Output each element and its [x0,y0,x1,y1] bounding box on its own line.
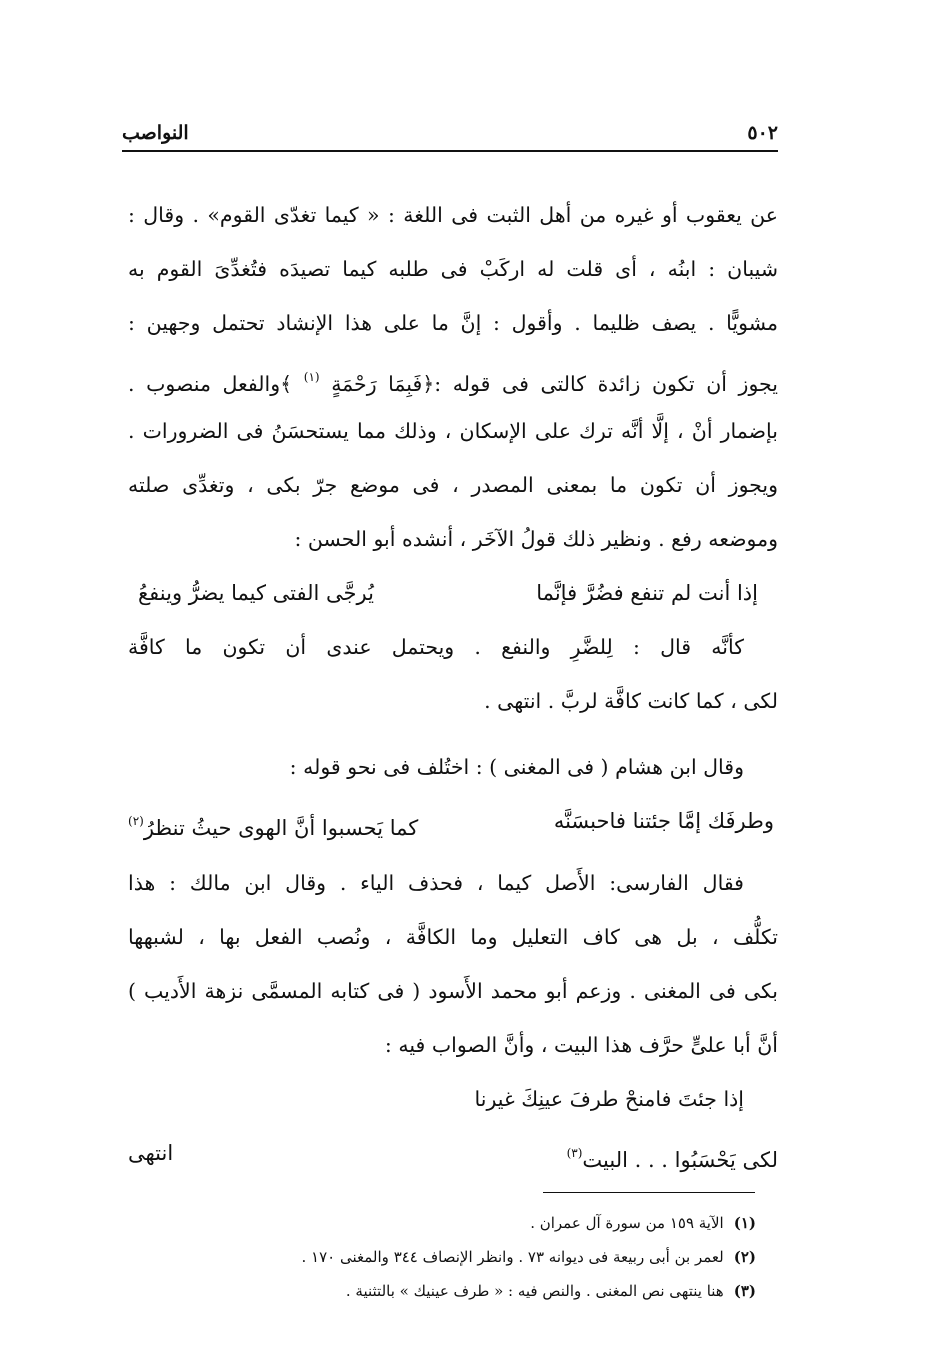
footnote-text: هنا ينتهى نص المغنى . والنص فيه : « طرف عينيك » بالتثنية . [345,1282,724,1300]
verse-line: إذا جئتَ فامنحْ طرفَ عينِكَ غيرنا [474,1087,744,1111]
page-number: ٥٠٢ [747,122,778,144]
verse-1 [128,566,774,620]
footnote-number: (٢) [733,1248,756,1266]
text-line: لكى ، كما كانت كافَّة لربَّ . انتهى . [484,689,778,713]
paragraph-2 [128,620,778,728]
verse-line-wrap [567,1126,778,1180]
verse-second-hemistich: يُرجَّى الفتى كيما يضرُّ وينفعُ [138,581,374,605]
verse-second-hemistich: كما يَحسبوا أنَّ الهوى حيثُ تنظرُ [143,816,419,840]
text-line: أنَّ أبا علىٍّ حرَّف هذا البيت ، وأنَّ الصواب فيه : [384,1033,778,1057]
footnote-ref-1: (١) [303,370,320,384]
footnote-text: الآية ١٥٩ من سورة آل عمران . [530,1214,724,1232]
footnote-1 [200,1206,756,1240]
footnote-number: (٣) [733,1282,756,1300]
main-paragraph [128,188,778,566]
footnote-2 [200,1240,756,1274]
footnote-text: لعمر بن أبى ربيعة فى ديوانه ٧٣ . وانظر الإنصاف ٣٤٤ والمغنى ١٧٠ . [301,1248,724,1266]
text-line: عن يعقوب أو غيره من أهل الثبت فى اللغة : « كيما تغدّى القوم» . وقال : [128,203,778,227]
text-line: وموضعه رفع . ونظير ذلك قولُ الآخَر ، أنشده أبو الحسن : [294,527,778,551]
text-line: ويجوز أن تكون ما بمعنى المصدر ، فى موضع جرّ بكى ، وتغدِّى صلته [128,473,778,497]
text-line: بكى فى المغنى . وزعم أبو محمد الأَسود ( فى كتابه المسمَّى نزهة الأَديب ) [128,979,778,1003]
footnote-3 [200,1274,756,1308]
verse-line: لكى يَحْسَبُوا . . . البيت [582,1148,778,1172]
text-line: مشويًّا . يصف ظليما . وأقول : إنَّ ما على هذا الإنشاد تحتمل وجهين : [128,311,778,335]
verse-first-hemistich: إذا أنت لم تنفع فضُرَّ فإنَّما [536,581,758,605]
text-segment: ﴾والفعل منصوب . [128,372,293,396]
text-line: وقال ابن هشام ( فى المغنى ) : اختُلف فى نحو قوله : [289,755,744,779]
text-line: فقال الفارسى: الأَصل كيما ، فحذف الياء . وقال ابن مالك : هذا [128,871,744,895]
text-line-with-quran-quote [128,350,778,404]
footnote-number: (١) [733,1214,756,1232]
verse-second-hemistich-wrap [128,794,418,848]
text-segment: يجوز أن تكون زائدة كالتى فى قوله :﴿فَبِمَا رَحْمَةٍ [331,372,778,396]
text-line: بإضمار أنْ ، إلَّا أنَّه ترك على الإسكان ، وذلك مما يستحسَنُ فى الضرورات . [128,419,778,443]
verse-first-hemistich: وطرفَك إمَّا جئتنا فاحبسَنَّه [553,809,774,833]
paragraph-4 [128,856,778,1072]
text-line: تكلُّف ، بل هى كاف التعليل وما الكافَّة ، ونُصب الفعل بها ، لشبهها [128,925,778,949]
footnote-ref-3: (٣) [566,1146,583,1160]
verse-3 [128,1072,778,1180]
end-marker: انتهى [128,1141,174,1165]
footnote-divider [543,1192,755,1193]
paragraph-3 [128,740,778,794]
footnote-ref-2: (٢) [128,814,144,828]
running-title: النواصب [122,122,189,144]
verse-2 [128,794,774,848]
text-line: شيبان : ابنُه ، أى قلت له اركَبْ فى طلبه كيما تصيدَه فتُغدِّىَ القوم به [128,257,778,281]
text-line: كأنَّه قال : لِلضَّرِ والنفع . ويحتمل عندى أن تكون ما كافَّة [128,635,744,659]
footnotes [200,1206,756,1308]
page-header [122,118,778,152]
